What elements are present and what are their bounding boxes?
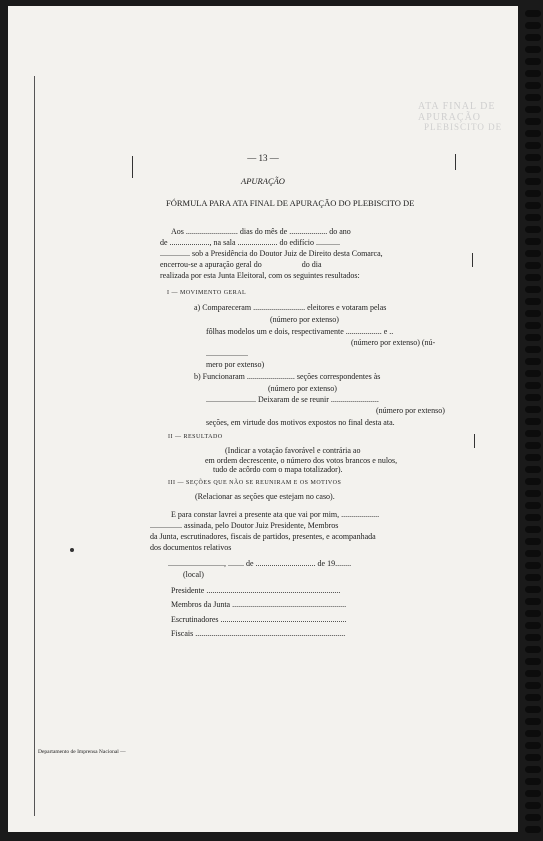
section-1-line: (número por extenso) [376,406,445,415]
section-3-line: (Relacionar as seções que estejam no caso). [195,492,335,501]
binding-ring [525,274,541,281]
section-1-heading: I — MOVIMENTO GERAL [167,290,247,296]
bleed-through-text: ATA FINAL DE APURAÇÃO [418,101,496,123]
binding-ring [525,202,541,209]
binding-ring [525,154,541,161]
binding-ring [525,142,541,149]
binding-ring [525,70,541,77]
binding-ring [525,490,541,497]
binding-ring [525,826,541,833]
binding-ring [525,238,541,245]
binding-ring [525,658,541,665]
binding-ring [525,646,541,653]
binding-ring [525,358,541,365]
signature-line-president: Presidente ................................................................... [171,586,341,595]
binding-ring [525,682,541,689]
binding-ring [525,178,541,185]
binding-ring [525,502,541,509]
binding-ring [525,250,541,257]
binding-ring [525,130,541,137]
intro-line: ............... sob a Presidência do Doutor Juiz de Direito desta Comarca, [160,249,383,258]
binding-ring [525,106,541,113]
binding-ring [525,586,541,593]
binding-ring [525,574,541,581]
ink-mark [70,548,74,552]
binding-ring [525,802,541,809]
section-1-line: a) Compareceram .......................... eleitores e votaram pelas [194,303,387,312]
binding-ring [525,466,541,473]
binding-ring [525,298,541,305]
binding-ring [525,442,541,449]
section-1-line: ......................... Deixaram de se reunir ........................ [206,395,379,404]
binding-ring [525,766,541,773]
binding-ring [525,550,541,557]
binding-ring [525,526,541,533]
binding-ring [525,10,541,17]
intro-line: Aos .......................... dias do mês de ................... do ano [171,227,351,236]
signature-line-scrutineers: Escrutinadores ............................................................... [171,615,347,624]
binding-ring [525,166,541,173]
binding-ring [525,622,541,629]
binding-ring [525,118,541,125]
section-1-line: (número por extenso) [268,384,337,393]
binding-ring [525,610,541,617]
binding-ring [525,334,541,341]
ink-mark [474,434,475,448]
date-line: ............................, ........ de .............................. de 19........ [168,559,352,568]
binding-ring [525,754,541,761]
binding-ring [525,322,541,329]
binding-ring [525,718,541,725]
binding-ring [525,310,541,317]
signature-line-members: Membros da Junta ......................................................... [171,600,347,609]
section-1-line: (número por extenso) (nú- [351,338,436,347]
binding-ring [525,382,541,389]
section-1-line: mero por extenso) [206,360,265,369]
binding-ring [525,394,541,401]
section-1-line: (número por extenso) [270,315,339,324]
binding-ring [525,94,541,101]
page-number: — 13 — [247,153,279,163]
binding-ring [525,82,541,89]
binding-ring [525,778,541,785]
binding-ring [525,562,541,569]
closing-line: ................ assinada, pelo Doutor Juiz Presidente, Membros [150,521,339,530]
binding-ring [525,22,541,29]
binding-ring [525,190,541,197]
binding-ring [525,370,541,377]
binding-ring [525,430,541,437]
binding-ring [525,790,541,797]
binding-ring [525,598,541,605]
section-2-line: (Indicar a votação favorável e contrária ao [225,446,361,455]
intro-line: de ...................., na sala .................... do edifício ............ [160,238,340,247]
binding-ring [525,670,541,677]
binding-ring [525,538,541,545]
section-1-line: fôlhas modelos um e dois, respectivamente .................. e .. [206,327,394,336]
binding-ring [525,214,541,221]
ink-mark [472,253,473,267]
document-page [8,6,518,832]
signature-line-inspectors: Fiscais ........................................................................... [171,629,346,638]
binding-ring [525,58,541,65]
intro-line: encerrou-se a apuração geral do do dia [160,260,322,269]
binding-ring [525,262,541,269]
binding-ring [525,634,541,641]
ink-mark [455,154,456,170]
binding-ring [525,478,541,485]
binding-ring [525,346,541,353]
binding-ring [525,454,541,461]
closing-line: E para constar lavrei a presente ata que vai por mim, ................... [171,510,380,519]
binding-ring [525,34,541,41]
closing-line: da Junta, escrutinadores, fiscais de partidos, presentes, e acompanhada [150,532,376,541]
bleed-through-text: PLEBISCITO DE [424,122,503,132]
section-title: APURAÇÃO [241,176,285,186]
binding-ring [525,730,541,737]
spiral-binding [517,0,543,841]
section-2-heading: II — RESULTADO [168,434,223,440]
section-1-line: ..................... [206,349,248,358]
local-label: (local) [183,570,204,579]
binding-ring [525,46,541,53]
binding-ring [525,706,541,713]
form-title: FÓRMULA PARA ATA FINAL DE APURAÇÃO DO PLEBISCITO DE [166,198,415,208]
section-1-line: seções, em virtude dos motivos expostos no final desta ata. [206,418,395,427]
section-2-line: tudo de acôrdo com o mapa totalizador). [213,465,343,474]
binding-ring [525,694,541,701]
binding-ring [525,814,541,821]
binding-ring [525,742,541,749]
binding-ring [525,514,541,521]
binding-ring [525,418,541,425]
section-1-line: b) Funcionaram ........................ seções correspondentes às [194,372,381,381]
closing-line: dos documentos relativos [150,543,232,552]
ink-mark [132,156,133,178]
binding-ring [525,286,541,293]
section-3-heading: III — SEÇÕES QUE NÃO SE REUNIRAM E OS MOTIVOS [168,480,342,486]
binding-ring [525,226,541,233]
binding-ring [525,406,541,413]
fold-line [34,76,35,816]
footer-imprint: Departamento de Imprensa Nacional — [38,749,126,755]
intro-line: realizada por esta Junta Eleitoral, com os seguintes resultados: [160,271,360,280]
section-2-line: em ordem decrescente, o número dos votos brancos e nulos, [205,456,398,465]
